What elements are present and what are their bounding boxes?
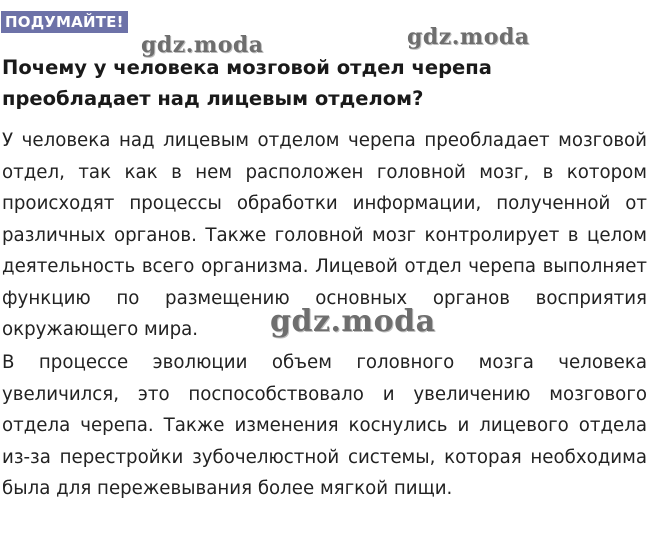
answer-paragraph-1: У человека над лицевым отделом черепа преобладает мозговой отдел, так как в нем расположен головной мозг, в котором происходят процессы обработки информации, полученной от различных органов. Также головной мозг контролирует в целом деятельность всего организма. Лицевой отдел черепа выполняет функцию по размещению основных органов восприятия окружающего мира. xyxy=(2,130,647,340)
answer-paragraph-2: В процессе эволюции объем головного мозга человека увеличился, это поспособствовало и увеличению мозгового отдела черепа. Также изменения коснулись и лицевого отдела из-за перестройки зубочелюстной системы, которая необходима была для пережевывания более мягкой пищи. xyxy=(2,352,647,499)
think-badge: ПОДУМАЙТЕ! xyxy=(1,11,128,33)
watermark: gdz.moda xyxy=(270,304,436,339)
watermark: gdz.moda xyxy=(407,24,530,50)
watermark: gdz.moda xyxy=(141,32,264,58)
question-heading: Почему у человека мозговой отдел черепа преобладает над лицевым отделом? xyxy=(2,56,492,110)
